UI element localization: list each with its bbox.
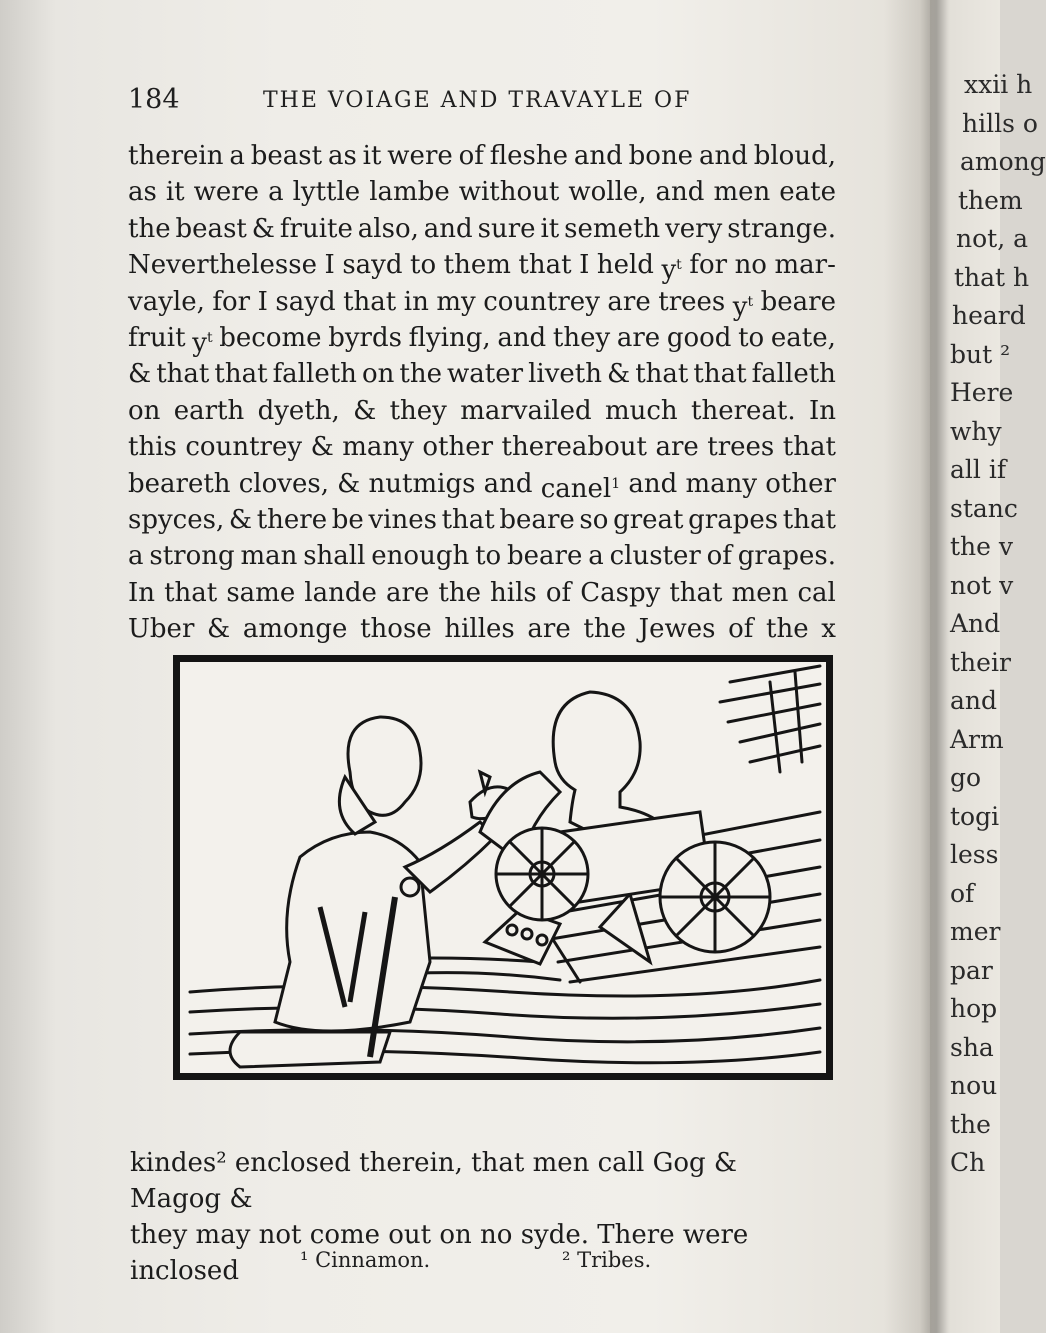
word: them <box>443 250 511 281</box>
text-line <box>128 575 836 611</box>
word: that <box>518 250 572 281</box>
word: they <box>389 395 447 426</box>
word: grapes. <box>737 541 836 572</box>
word: nutmigs <box>368 468 476 499</box>
word: of <box>706 541 732 572</box>
word: beast <box>175 213 247 244</box>
word: beare <box>507 541 583 572</box>
text-line <box>128 538 836 574</box>
footnote-2: ² Tribes. <box>562 1248 652 1272</box>
word: vayle, <box>128 286 205 317</box>
word: and <box>698 141 748 171</box>
word: countrey <box>185 432 303 463</box>
word: strong <box>149 541 235 572</box>
word: mar- <box>774 250 836 281</box>
right-page-text-fragment: Arm <box>950 724 1004 754</box>
word: hilles <box>444 614 515 645</box>
word: it <box>165 177 185 208</box>
text-line <box>128 247 836 286</box>
word: lande <box>304 577 377 608</box>
word: cal <box>797 577 836 608</box>
word: man <box>240 541 298 572</box>
word: & <box>128 359 152 390</box>
word: and <box>573 141 623 171</box>
word: beare <box>760 286 836 317</box>
word: eate, <box>770 322 836 353</box>
word: great <box>613 504 684 535</box>
word: cloves, <box>238 468 329 499</box>
text-line <box>128 356 836 392</box>
right-page-text-fragment: Ch <box>950 1148 986 1177</box>
word: that <box>669 577 723 608</box>
word: are <box>527 614 571 645</box>
word: & <box>207 614 231 645</box>
word: were <box>193 177 260 208</box>
word: fruit <box>128 322 186 353</box>
word: on <box>361 359 395 390</box>
word: other <box>765 468 836 499</box>
word: a <box>588 541 604 572</box>
footnote-1: ¹ Cinnamon. <box>300 1248 431 1272</box>
text-line <box>128 466 836 502</box>
word: that <box>164 577 218 608</box>
word: $y^t$ <box>732 291 754 322</box>
word: earth <box>173 395 245 426</box>
text-line <box>128 393 836 429</box>
text-line <box>128 138 836 174</box>
word: those <box>360 614 432 645</box>
word: the <box>438 577 481 608</box>
word: sayd <box>275 286 336 317</box>
right-page-text-fragment: them <box>958 185 1023 215</box>
gutter-shadow <box>920 0 950 1333</box>
right-page-text-fragment: among <box>960 147 1046 176</box>
word: water <box>447 359 524 390</box>
right-page-text-fragment: togi <box>950 801 1000 831</box>
word: a <box>128 541 144 572</box>
word: that <box>441 504 495 535</box>
word: that <box>782 432 836 463</box>
right-page-text-fragment: go <box>950 763 982 792</box>
word: no <box>734 250 767 281</box>
word: bone <box>628 141 694 171</box>
word: same <box>226 577 296 608</box>
word: Jewes <box>638 614 716 645</box>
word: amonge <box>242 614 348 645</box>
right-page-text-fragment: not, a <box>956 224 1028 253</box>
word: In <box>808 395 836 426</box>
word: so <box>579 504 609 535</box>
woodcut-drawing <box>180 662 826 1073</box>
word: grapes <box>688 504 779 535</box>
word: become <box>219 322 322 353</box>
word: In <box>128 577 156 608</box>
word: & <box>353 395 377 426</box>
word: I <box>324 250 335 281</box>
word: held <box>596 250 654 281</box>
right-page-text-fragment: mer <box>950 917 1001 946</box>
right-page-text-fragment: nou <box>950 1071 998 1100</box>
word: the <box>583 614 626 645</box>
word: liveth <box>528 359 602 390</box>
word: I <box>257 286 268 317</box>
word: vines <box>368 504 437 535</box>
word: of <box>458 141 484 171</box>
word: I <box>579 250 590 281</box>
right-page-text-fragment: And <box>950 609 1001 638</box>
word: to <box>410 250 437 281</box>
word: dyeth, <box>257 395 340 426</box>
word: this <box>128 432 177 463</box>
word: eate <box>779 177 836 208</box>
word: also, <box>357 213 419 244</box>
text-line: they may not come out on no syde. There were inclosed <box>130 1220 749 1286</box>
word: falleth <box>272 359 357 390</box>
word: & <box>228 504 253 535</box>
word: $y^t$ <box>192 327 213 358</box>
word: & <box>607 359 631 390</box>
word: my <box>436 286 476 317</box>
right-page-text-fragment: xxii h <box>964 70 1033 99</box>
word: spyces, <box>128 504 225 535</box>
word: a <box>268 177 284 208</box>
right-page-text-fragment: and <box>950 686 998 715</box>
word: that <box>635 359 689 390</box>
word: they <box>552 322 611 353</box>
word: countrey <box>483 286 600 317</box>
word: much <box>604 395 678 426</box>
word: Caspy <box>580 577 661 608</box>
word: that <box>214 359 268 390</box>
word: and <box>483 468 533 499</box>
word: & <box>337 468 361 499</box>
word: & <box>310 432 334 463</box>
right-page-text-fragment: of <box>950 878 975 908</box>
word: lyttle <box>292 177 361 208</box>
right-page-text-fragment: the <box>950 1109 991 1139</box>
text-line <box>128 211 836 247</box>
text-line <box>128 502 836 538</box>
continued-text <box>130 1145 826 1289</box>
word: it <box>362 141 382 171</box>
word: and <box>655 177 705 208</box>
word: that <box>693 359 747 390</box>
right-page-text-fragment: their <box>950 647 1011 677</box>
word: enough <box>371 541 470 572</box>
word: and <box>628 468 678 499</box>
word: that <box>343 286 397 317</box>
word: are <box>385 577 430 608</box>
word: were <box>387 141 453 171</box>
right-page-text-fragment: less <box>950 840 999 869</box>
word: & <box>251 213 275 244</box>
word: many <box>342 432 414 463</box>
word: Neverthelesse <box>128 250 317 281</box>
text-line <box>128 320 836 356</box>
word: other <box>422 432 494 463</box>
right-page-text-fragment: par <box>950 955 993 985</box>
right-page-text-fragment: why <box>950 416 1002 446</box>
right-page-text-fragment: all if <box>950 455 1007 484</box>
right-page-text-fragment: but ² <box>950 339 1011 369</box>
word: are <box>655 432 699 463</box>
page-header <box>128 84 828 124</box>
word: be <box>331 504 364 535</box>
word: hils <box>490 577 537 608</box>
right-page-text-fragment: hop <box>950 994 998 1023</box>
word: beast <box>250 141 323 171</box>
right-page-text-fragment: hills o <box>962 108 1038 138</box>
word: of <box>545 577 572 608</box>
word: trees <box>707 432 775 463</box>
text-line: kindes² enclosed therein, that men call Gog & Magog & <box>130 1148 738 1214</box>
word: are <box>607 286 651 317</box>
word: of <box>728 614 754 645</box>
right-page-text-fragment: sha <box>950 1032 994 1062</box>
word: and <box>423 213 473 244</box>
word: wolle, <box>568 177 647 208</box>
text-line <box>128 174 836 210</box>
word: for <box>689 250 728 281</box>
word: byrds <box>328 322 402 353</box>
word: on <box>128 395 161 426</box>
word: to <box>738 322 765 353</box>
word: cluster <box>609 541 701 572</box>
word: strange. <box>727 213 836 244</box>
word: fruite <box>279 213 353 244</box>
word: flying, <box>408 322 491 353</box>
word: many <box>685 468 758 499</box>
word: lambe <box>369 177 450 208</box>
word: sayd <box>342 250 403 281</box>
word: fleshe <box>489 141 568 171</box>
right-page-text-fragment: not v <box>950 570 1014 600</box>
right-page-text-fragment: stanc <box>950 493 1018 523</box>
word: $y^t$ <box>661 255 682 286</box>
woodcut-illustration <box>173 655 833 1080</box>
page-number: 184 <box>128 84 180 115</box>
word: very <box>665 213 723 244</box>
word: thereabout <box>501 432 647 463</box>
word: sure <box>477 213 536 244</box>
word: marvailed <box>460 395 592 426</box>
word: beare <box>499 504 575 535</box>
word: the <box>128 213 171 244</box>
word: canel$^1$ <box>540 473 621 504</box>
word: thereat. <box>691 395 796 426</box>
body-text <box>128 138 836 647</box>
word: it <box>540 213 560 244</box>
word: without <box>458 177 560 208</box>
running-head: THE VOIAGE AND TRAVAYLE OF <box>263 88 692 113</box>
word: beareth <box>128 468 231 499</box>
word: the <box>766 614 809 645</box>
word: that <box>156 359 210 390</box>
word: good <box>666 322 732 353</box>
word: to <box>475 541 502 572</box>
text-line <box>128 611 836 647</box>
word: a <box>229 141 245 171</box>
word: the <box>399 359 442 390</box>
text-line <box>128 429 836 465</box>
word: and <box>497 322 547 353</box>
word: x <box>821 614 836 645</box>
word: are <box>616 322 661 353</box>
word: therein <box>128 141 224 171</box>
text-line <box>128 284 836 320</box>
word: as <box>128 177 157 208</box>
word: that <box>782 504 836 535</box>
right-page-text-fragment: heard <box>952 301 1026 330</box>
word: for <box>212 286 251 317</box>
word: semeth <box>564 213 661 244</box>
word: shall <box>303 541 366 572</box>
right-page-text-fragment: Here <box>950 378 1014 407</box>
word: men <box>731 577 789 608</box>
word: there <box>256 504 328 535</box>
right-page-text-fragment: the v <box>950 532 1014 561</box>
word: as <box>327 141 357 171</box>
word: Uber <box>128 614 195 645</box>
word: falleth <box>751 359 836 390</box>
word: in <box>403 286 429 317</box>
word: trees <box>658 286 726 317</box>
word: bloud, <box>753 141 836 171</box>
right-page-text-fragment: that h <box>954 262 1030 292</box>
word: men <box>713 177 771 208</box>
